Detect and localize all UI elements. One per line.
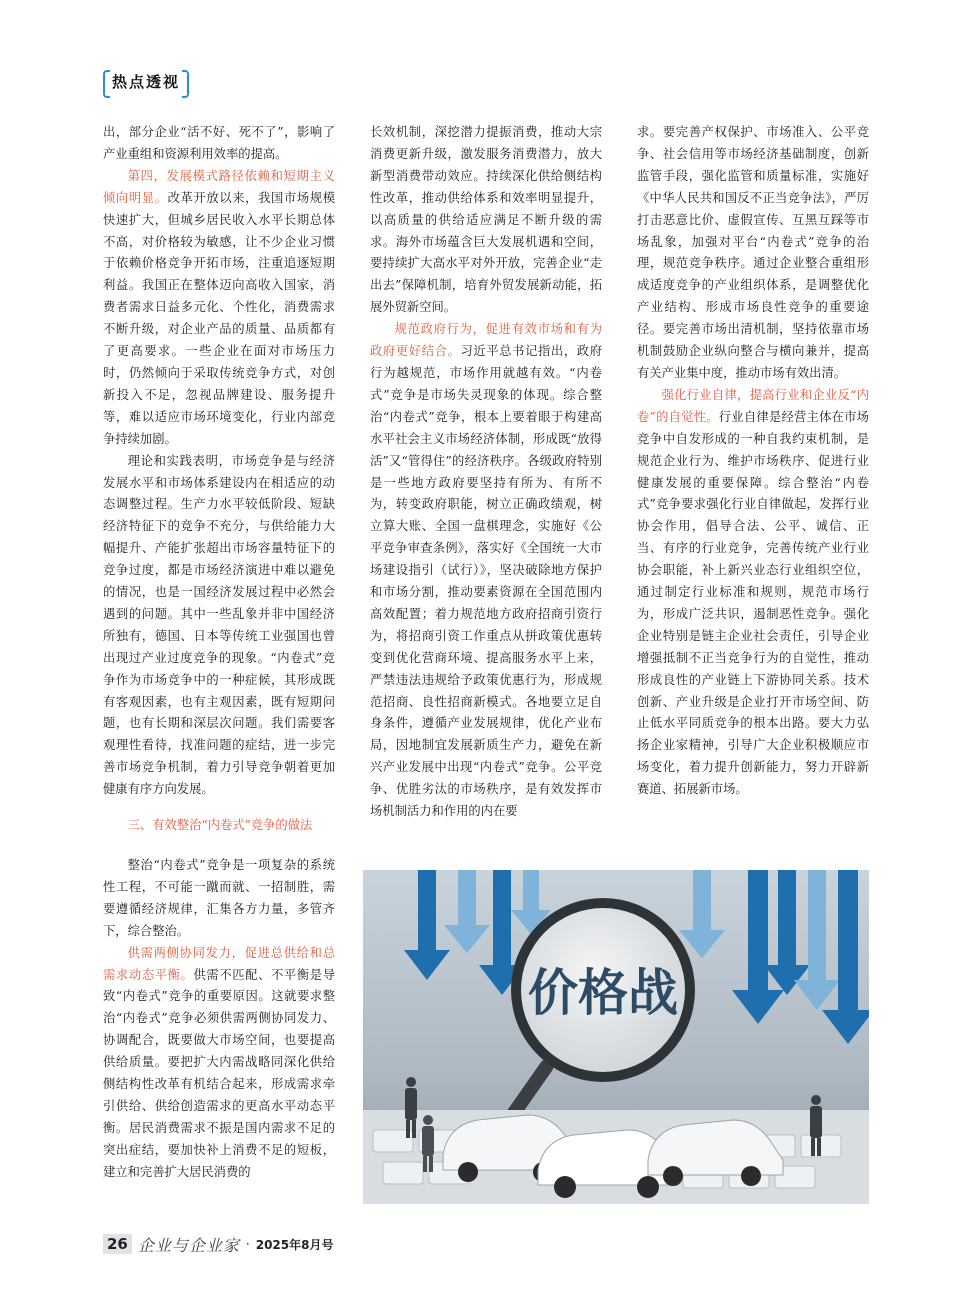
page-number: 26 [103,1234,132,1254]
section-heading: 三、有效整治“内卷式”竞争的做法 [127,818,313,833]
price-war-illustration [363,870,869,1204]
paragraph [637,385,869,801]
subheading-inline: 规范政府行为，促进有效市场和有为政府更好结合。 [370,322,602,359]
paragraph [103,943,335,1184]
paragraph-body: 改革开放以来，我国市场规模快速扩大，但城乡居民收入水平长期总体不高，对价格较为敏感，让不少企业习惯于依赖价格竞争开拓市场，注重追逐短期利益。我国正在整体迈向高收入国家，消费者需求日益多元化、个性化，消费需求不断升级，对企业产品的质量、品质都有了更高要求。一些企业在面对市场压力时，仍然倾向于采取传统竞争方式，对创新投入不足，忽视品牌建设、服务提升等，难以适应市场环境变化，行业内部竞争持续加剧。 [103,190,335,446]
magazine-name: 企业与企业家 [137,1235,240,1255]
paragraph [370,319,602,823]
photo-label: 价格战 [528,964,678,1022]
page-footer [103,1233,333,1255]
column-3 [637,122,869,801]
price-war-photo [363,870,869,1204]
paragraph: 长效机制，深挖潜力提振消费，推动大宗消费更新升级，激发服务消费潜力，放大新型消费带动效应。持续深化供给侧结构性改革，推动供给体系和效率明显提升，以高质量的供给适应满足不断升级的需求。海外市场蕴含巨大发展机遇和空间，要持续扩大高水平对外开放，完善企业“走出去”保障机制，培育外贸发展新动能，拓展外贸新空间。 [370,125,602,315]
paragraph-body: 行业自律是经营主体在市场竞争中自发形成的一种自我约束机制，是规范企业行为、维护市场秩序、促进行业健康发展的重要保障。综合整治“内卷式”竞争要求强化行业自律做起，发挥行业协会作用，倡导合法、公平、诚信、正当、有序的行业竞争，完善传统产业行业协会职能，补上新兴业态行业组织空位，通过制定行业标准和规则，规范市场行为，形成广泛共识，遏制恶性竞争。强化企业特别是链主企业社会责任，引导企业增强抵制不正当竞争行为的自觉性，推动形成良性的产业链上下游协同关系。技术创新、产业升级是企业打开市场空间、防止低水平同质竞争的根本出路。要大力弘扬企业家精神，引导广大企业积极顺应市场变化，着力提升创新能力，努力开辟新赛道、拓展新市场。 [637,409,869,797]
paragraph: 整治“内卷式”竞争是一项复杂的系统性工程，不可能一蹴而就、一招制胜，需要遵循经济规律，汇集各方力量，多管齐下，综合整治。 [103,858,335,938]
footer-separator: · [245,1237,250,1251]
paragraph: 理论和实践表明，市场竞争是与经济发展水平和市场体系建设内在相适应的动态调整过程。生产力水平较低阶段、短缺经济特征下的竞争不充分，与供给能力大幅提升、产能扩张超出市场容量特征下的竞争过度，都是市场经济演进中难以避免的情况，也是一国经济发展过程中必然会遇到的问题。其中一些乱象并非中国经济所独有，德国、日本等传统工业强国也曾出现过产业过度竞争的现象。“内卷式”竞争作为市场竞争中的一种症候，其形成既有客观因素，也有主观因素，既有短期问题，也有长期和深层次问题。我们需要客观理性看待，找准问题的症结，进一步完善市场竞争机制，着力引导竞争朝着更加健康有序方向发展。 [103,453,335,797]
subheading-inline: 第四，发展模式路径依赖和短期主义倾向明显。 [103,168,335,205]
paragraph-body: 供需不匹配、不平衡是导致“内卷式”竞争的重要原因。这就要求整治“内卷式”竞争必须供需两侧协同发力、协调配合，既要做大市场空间，也要提高供给质量。要把扩大内需战略同深化供给侧结构性改革有机结合起来，形成需求牵引供给、供给创造需求的更高水平动态平衡。居民消费需求不振是国内需求不足的突出症结，要加快补上消费不足的短板，建立和完善扩大居民消费的 [103,967,335,1179]
paragraph: 出，部分企业“活不好、死不了”，影响了产业重组和资源利用效率的提高。 [103,125,335,161]
column-2 [370,122,602,823]
subheading-inline: 供需两侧协同发力，促进总供给和总需求动态平衡。 [103,945,335,982]
issue-date: 2025年8月号 [255,1237,334,1252]
section-title: 热点透视 [112,73,181,91]
column-1 [103,122,335,1184]
paragraph: 求。要完善产权保护、市场准入、公平竞争、社会信用等市场经济基础制度，创新监管手段，强化监管和质量标准，实施好《中华人民共和国反不正当竞争法》，严厉打击恶意比价、虚假宣传、互黑互踩等市场乱象，加强对平台“内卷式”竞争的治理，规范竞争秩序。通过企业整合重组形成适度竞争的产业组织体系，是调整优化产业结构、形成市场良性竞争的重要途径。要完善市场出清机制，坚持依靠市场机制鼓励企业纵向整合与横向兼并，提高有关产业集中度，推动市场有效出清。 [637,125,869,380]
section-tag [103,70,189,94]
paragraph [103,166,335,451]
paragraph-body: 习近平总书记指出，政府行为越规范，市场作用就越有效。“内卷式”竞争是市场失灵现象的体现。综合整治“内卷式”竞争，根本上要着眼于构建高水平社会主义市场经济体制，形成既“放得活”又“管得住”的经济秩序。各级政府特别是一些地方政府要坚持有所为、有所不为，转变政府职能，树立正确政绩观，树立算大账、全国一盘棋理念，实施好《公平竞争审查条例》，落实好《全国统一大市场建设指引（试行）》，坚决破除地方保护和市场分割，推动要素资源在全国范围内高效配置；着力规范地方政府招商引资行为，将招商引资工作重点从拼政策优惠转变到优化营商环境、提高服务水平上来，严禁违法违规给予政策优惠行为，形成规范招商、良性招商新模式。各地要立足自身条件，遵循产业发展规律，优化产业布局，因地制宜发展新质生产力，避免在新兴产业发展中出现“内卷式”竞争。公平竞争、优胜劣汰的市场秩序，是有效发挥市场机制活力和作用的内在要 [370,344,602,819]
subheading-inline: 强化行业自律，提高行业和企业反“内卷”的自觉性。 [637,387,869,424]
